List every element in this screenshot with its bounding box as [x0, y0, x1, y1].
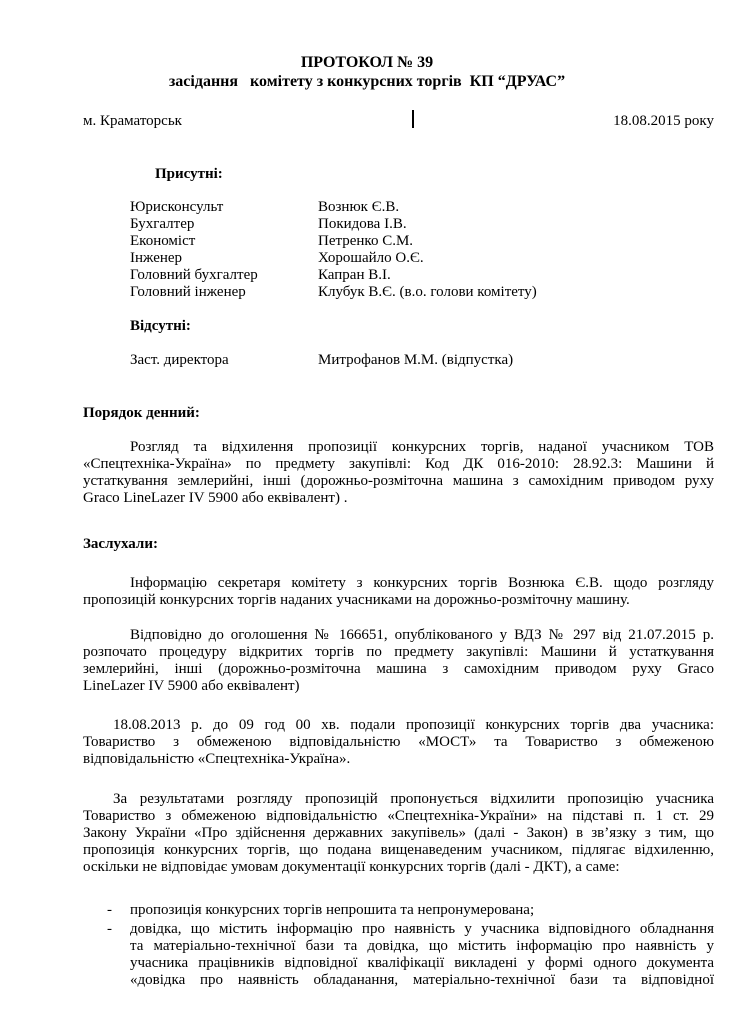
bullet-marker: - [107, 902, 112, 918]
present-heading: Присутні: [155, 166, 223, 182]
paragraph-line: LineLazer IV 5900 або еквівалент) [83, 678, 300, 694]
date: 18.08.2015 року [613, 113, 714, 129]
agenda-line: Graco LineLazer IV 5900 або еквівалент) . [83, 490, 348, 506]
bullet-line: довідка, що містить інформацію про наявність у учасника відповідного обладнання [130, 921, 714, 937]
agenda-heading: Порядок денний: [83, 405, 200, 421]
bullet-line: та матеріально-технічної бази та довідка, що містить інформацію про наявність у [130, 938, 714, 954]
member-role: Юрисконсульт [130, 199, 224, 215]
member-role: Головний інженер [130, 284, 246, 300]
member-role: Економіст [130, 233, 196, 249]
protocol-subtitle-text: засідання комітету з конкурсних торгів КП “ДРУАС” [168, 73, 566, 90]
bullet-line: учасника працівників відповідної кваліфікації викладені у формі одного документа [130, 955, 714, 971]
paragraph-line: Закону України «Про здійснення державних закупівель» (далі - Закон) в зв’язку з тим, що [83, 825, 714, 841]
paragraph-line: 18.08.2013 р. до 09 год 00 хв. подали пропозиції конкурсних торгів два учасника: [113, 717, 714, 733]
absent-role: Заст. директора [130, 352, 229, 368]
paragraph-line: Інформацію секретаря комітету з конкурсних торгів Вознюка Є.В. щодо розгляду [130, 575, 714, 591]
heard-paragraph-2 [83, 627, 714, 695]
member-name: Клубук В.Є. (в.о. голови комітету) [318, 284, 537, 300]
member-name: Капран В.І. [318, 267, 391, 283]
member-role: Бухгалтер [130, 216, 195, 232]
paragraph-line: За результатами розгляду пропозицій пропонується відхилити пропозицію учасника [113, 791, 714, 807]
bullet-marker: - [107, 921, 112, 937]
paragraph-line: Товариство з обмеженою відповідальністю «МОСТ» та Товариство з обмеженою [83, 734, 714, 750]
text-cursor [412, 110, 414, 128]
agenda-paragraph [83, 439, 714, 507]
absent-heading: Відсутні: [130, 318, 191, 334]
bullet-line: пропозиція конкурсних торгів непрошита та непронумерована; [130, 902, 535, 918]
agenda-line: Розгляд та відхилення пропозиції конкурсних торгів, наданої учасником ТОВ [130, 439, 714, 455]
city: м. Краматорськ [83, 113, 182, 129]
paragraph-line: відповідальністю «Спецтехніка-Україна». [83, 751, 351, 767]
paragraph-line: пропозицій конкурсних торгів наданих учасниками на дорожньо-розміточну машину. [83, 592, 630, 608]
paragraph-line: землерийні, інші (дорожньо-розміточна машина з самохідним приводом руху Graco [83, 661, 714, 677]
member-name: Покидова І.В. [318, 216, 407, 232]
bullet-item [130, 921, 714, 989]
protocol-title: ПРОТОКОЛ № 39 [300, 54, 434, 71]
heard-paragraph-1 [83, 575, 714, 609]
member-name: Петренко С.М. [318, 233, 414, 249]
bullet-item [130, 902, 714, 919]
agenda-line: устаткування землерийні, інші (дорожньо-розміточна машина з самохідним приводом руху [83, 473, 714, 489]
member-role: Інженер [130, 250, 183, 266]
member-role: Головний бухгалтер [130, 267, 258, 283]
paragraph-line: пропозиція конкурсних торгів, що подана вищенаведеним учасником, підлягає відхиленню, [83, 842, 714, 858]
heard-paragraph-4 [83, 791, 714, 876]
heard-paragraph-3 [83, 717, 714, 768]
member-name: Вознюк Є.В. [318, 199, 400, 215]
heard-heading: Заслухали: [83, 536, 158, 552]
member-name: Хорошайло О.Є. [318, 250, 424, 266]
agenda-line: «Спецтехніка-Україна» по предмету закупівлі: Код ДК 016-2010: 28.92.3: Машини й [83, 456, 714, 472]
protocol-subtitle [0, 73, 734, 91]
paragraph-line: Товариство з обмеженою відповідальністю «Спецтехніка-України» на підставі п. 1 ст. 29 [83, 808, 714, 824]
absent-name: Митрофанов М.М. (відпустка) [318, 352, 514, 368]
paragraph-line: розпочато процедуру відкритих торгів по предмету закупівлі: Машини й устаткування [83, 644, 714, 660]
bullet-line: «довідка про наявність обладанання, матеріально-технічної бази та відповідної [130, 972, 714, 988]
paragraph-line: оскільки не відповідає умовам документації конкурсних торгів (далі - ДКТ), а саме: [83, 859, 620, 875]
paragraph-line: Відповідно до оголошення № 166651, опублікованого у ВДЗ № 297 від 21.07.2015 р. [130, 627, 714, 643]
